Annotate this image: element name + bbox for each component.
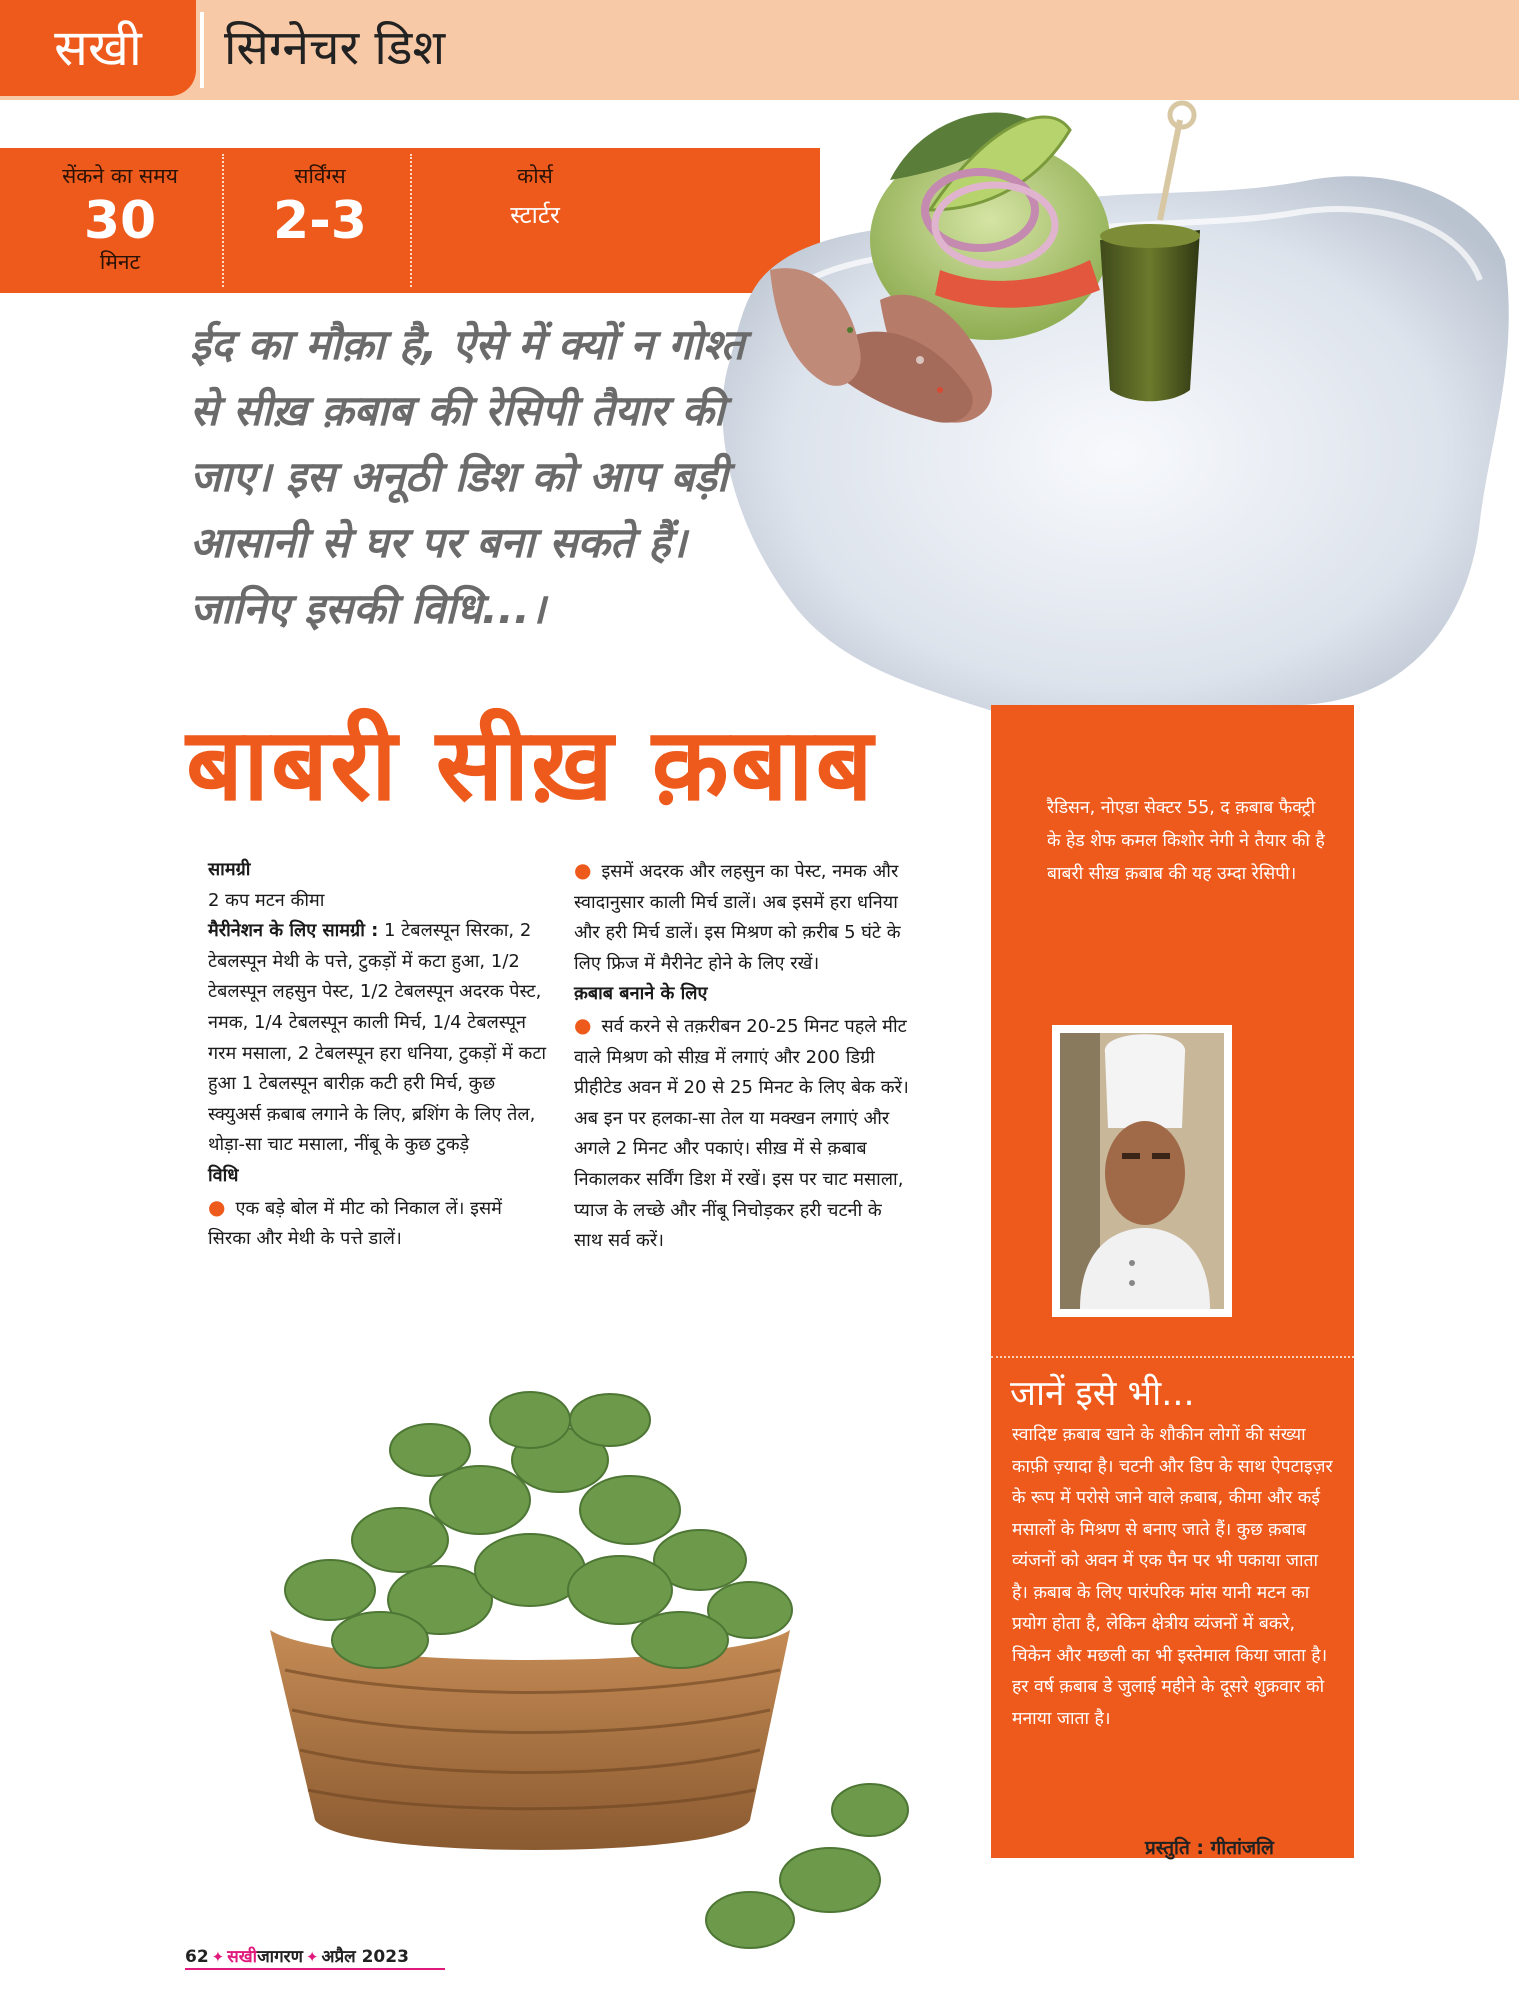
servings-block bbox=[230, 148, 410, 250]
ingredient-mutton: 2 कप मटन कीमा bbox=[208, 889, 325, 911]
footer-magazine-suffix: जागरण bbox=[257, 1947, 303, 1967]
method-step bbox=[574, 1010, 914, 1257]
info-separator bbox=[222, 154, 224, 287]
method-column bbox=[574, 855, 914, 1257]
cook-time-label: सेंकने का समय bbox=[62, 164, 178, 188]
star-icon: ✦ bbox=[211, 1948, 225, 1966]
page-footer bbox=[185, 1944, 409, 1967]
step-text: सर्व करने से तक़रीबन 20-25 मिनट पहले मीट वाले मिश्रण को सीख़ में लगाएं और 200 डिग्री प्रीहीटेड अवन में 20 से 25 मिनट के लिए बेक करें। अब इन पर हलका-सा तेल या मक्खन लगाएं और अगले 2 मिनट और पकाएं। सीख़ में से क़बाब निकालकर सर्विंग डिश में रखें। इस पर चाट मसाला, प्याज के लच्छे और नींबू निचोड़कर हरी चटनी के साथ सर्व करें। bbox=[574, 1015, 909, 1252]
bullet-icon: ● bbox=[574, 1012, 592, 1037]
fenugreek-basket-image bbox=[230, 1340, 930, 1980]
footer-rule bbox=[185, 1968, 445, 1970]
method-heading: विधि bbox=[208, 1164, 239, 1186]
cook-time-block bbox=[20, 148, 220, 276]
cook-time-unit: मिनट bbox=[99, 250, 141, 274]
chef-credit-text: रैडिसन, नोएडा सेक्टर 55, द क़बाब फैक्ट्री के हेड शेफ कमल किशोर नेगी ने तैयार की है बाबरी सीख़ क़बाब की यह उम्दा रेसिपी। bbox=[1047, 798, 1325, 884]
ingredients-heading: सामग्री bbox=[208, 859, 251, 880]
marination-text: 1 टेबलस्पून सिरका, 2 टेबलस्पून मेथी के पत्ते, टुकड़ों में कटा हुआ, 1/2 टेबलस्पून लहसुन पेस्ट, 1/2 टेबलस्पून अदरक पेस्ट, नमक, 1/4 टेबलस्पून काली मिर्च, 1/4 टेबलस्पून गरम मसाला, 2 टेबलस्पून हरा धनिया, टुकड़ों में कटा हुआ 1 टेबलस्पून बारीक़ कटी हरी मिर्च, कुछ स्क्युअर्स क़बाब लगाने के लिए, ब्रशिंग के लिए तेल, थोड़ा-सा चाट मसाला, नींबू के कुछ टुकड़े bbox=[208, 920, 547, 1156]
bullet-icon: ● bbox=[574, 858, 592, 882]
course-value: स्टार्टर bbox=[510, 201, 560, 229]
info-separator bbox=[410, 154, 412, 287]
marination-label: मैरीनेशन के लिए सामग्री : bbox=[208, 920, 379, 942]
magazine-brand: सखी bbox=[0, 0, 196, 96]
method-step bbox=[208, 1192, 548, 1255]
chef-photo bbox=[1060, 1033, 1224, 1309]
cook-time-value: 30 bbox=[83, 191, 157, 251]
method-step bbox=[574, 855, 914, 979]
course-label: कोर्स bbox=[517, 164, 553, 188]
header-divider bbox=[200, 12, 204, 88]
servings-value: 2-3 bbox=[273, 191, 367, 251]
step-text: एक बड़े बोल में मीट को निकाल लें। इसमें सिरका और मेथी के पत्ते डालें। bbox=[208, 1197, 502, 1250]
footer-issue: अप्रैल 2023 bbox=[321, 1947, 409, 1967]
recipe-title: बाबरी सीख़ क़बाब bbox=[186, 706, 875, 823]
presenter-credit: प्रस्तुति : गीतांजलि bbox=[1145, 1837, 1274, 1859]
know-more-text: स्वादिष्ट क़बाब खाने के शौकीन लोगों की संख्या काफ़ी ज़्यादा है। चटनी और डिप के साथ ऐपटाइज़र के रूप में परोसे जाने वाले क़बाब, कीमा और कई मसालों के मिश्रण से बनाए जाते हैं। कुछ क़बाब व्यंजनों को अवन में एक पैन पर भी पकाया जाता है। क़बाब के लिए पारंपरिक मांस यानी मटन का प्रयोग होता है, लेकिन क्षेत्रीय व्यंजनों में बकरे, चिकेन और मछली का भी इस्तेमाल किया जाता है। हर वर्ष क़बाब डे जुलाई महीने के दूसरे शुक्रवार को मनाया जाता है। bbox=[1012, 1425, 1333, 1729]
kebab-making-heading: क़बाब बनाने के लिए bbox=[574, 983, 708, 1005]
course-block bbox=[470, 148, 600, 231]
section-title: सिग्नेचर डिश bbox=[224, 20, 446, 76]
servings-label: सर्विंग्स bbox=[294, 164, 346, 188]
page-number: 62 bbox=[185, 1947, 209, 1967]
know-more-heading: जानें इसे भी... bbox=[1010, 1374, 1195, 1414]
marination-ingredients bbox=[208, 916, 548, 1161]
kebab-plate-image bbox=[690, 60, 1519, 760]
step-text: इसमें अदरक और लहसुन का पेस्ट, नमक और स्वादानुसार काली मिर्च डालें। अब इसमें हरा धनिया और हरी मिर्च डालें। इस मिश्रण को क़रीब 5 घंटे के लिए फ्रिज में मैरीनेट होने के लिए रखें। bbox=[574, 861, 901, 974]
bullet-icon: ● bbox=[208, 1194, 226, 1219]
star-icon: ✦ bbox=[305, 1948, 319, 1966]
ingredients-column bbox=[208, 855, 548, 1255]
intro-paragraph: ईद का मौक़ा है, ऐसे में क्यों न गोश्त से सीख़ क़बाब की रेसिपी तैयार की जाए। इस अनूठी डिश को आप बड़ी आसानी से घर पर बना सकते हैं। जानिए इसकी विधि...। bbox=[190, 320, 745, 633]
footer-magazine-prefix: सखी bbox=[227, 1947, 258, 1967]
